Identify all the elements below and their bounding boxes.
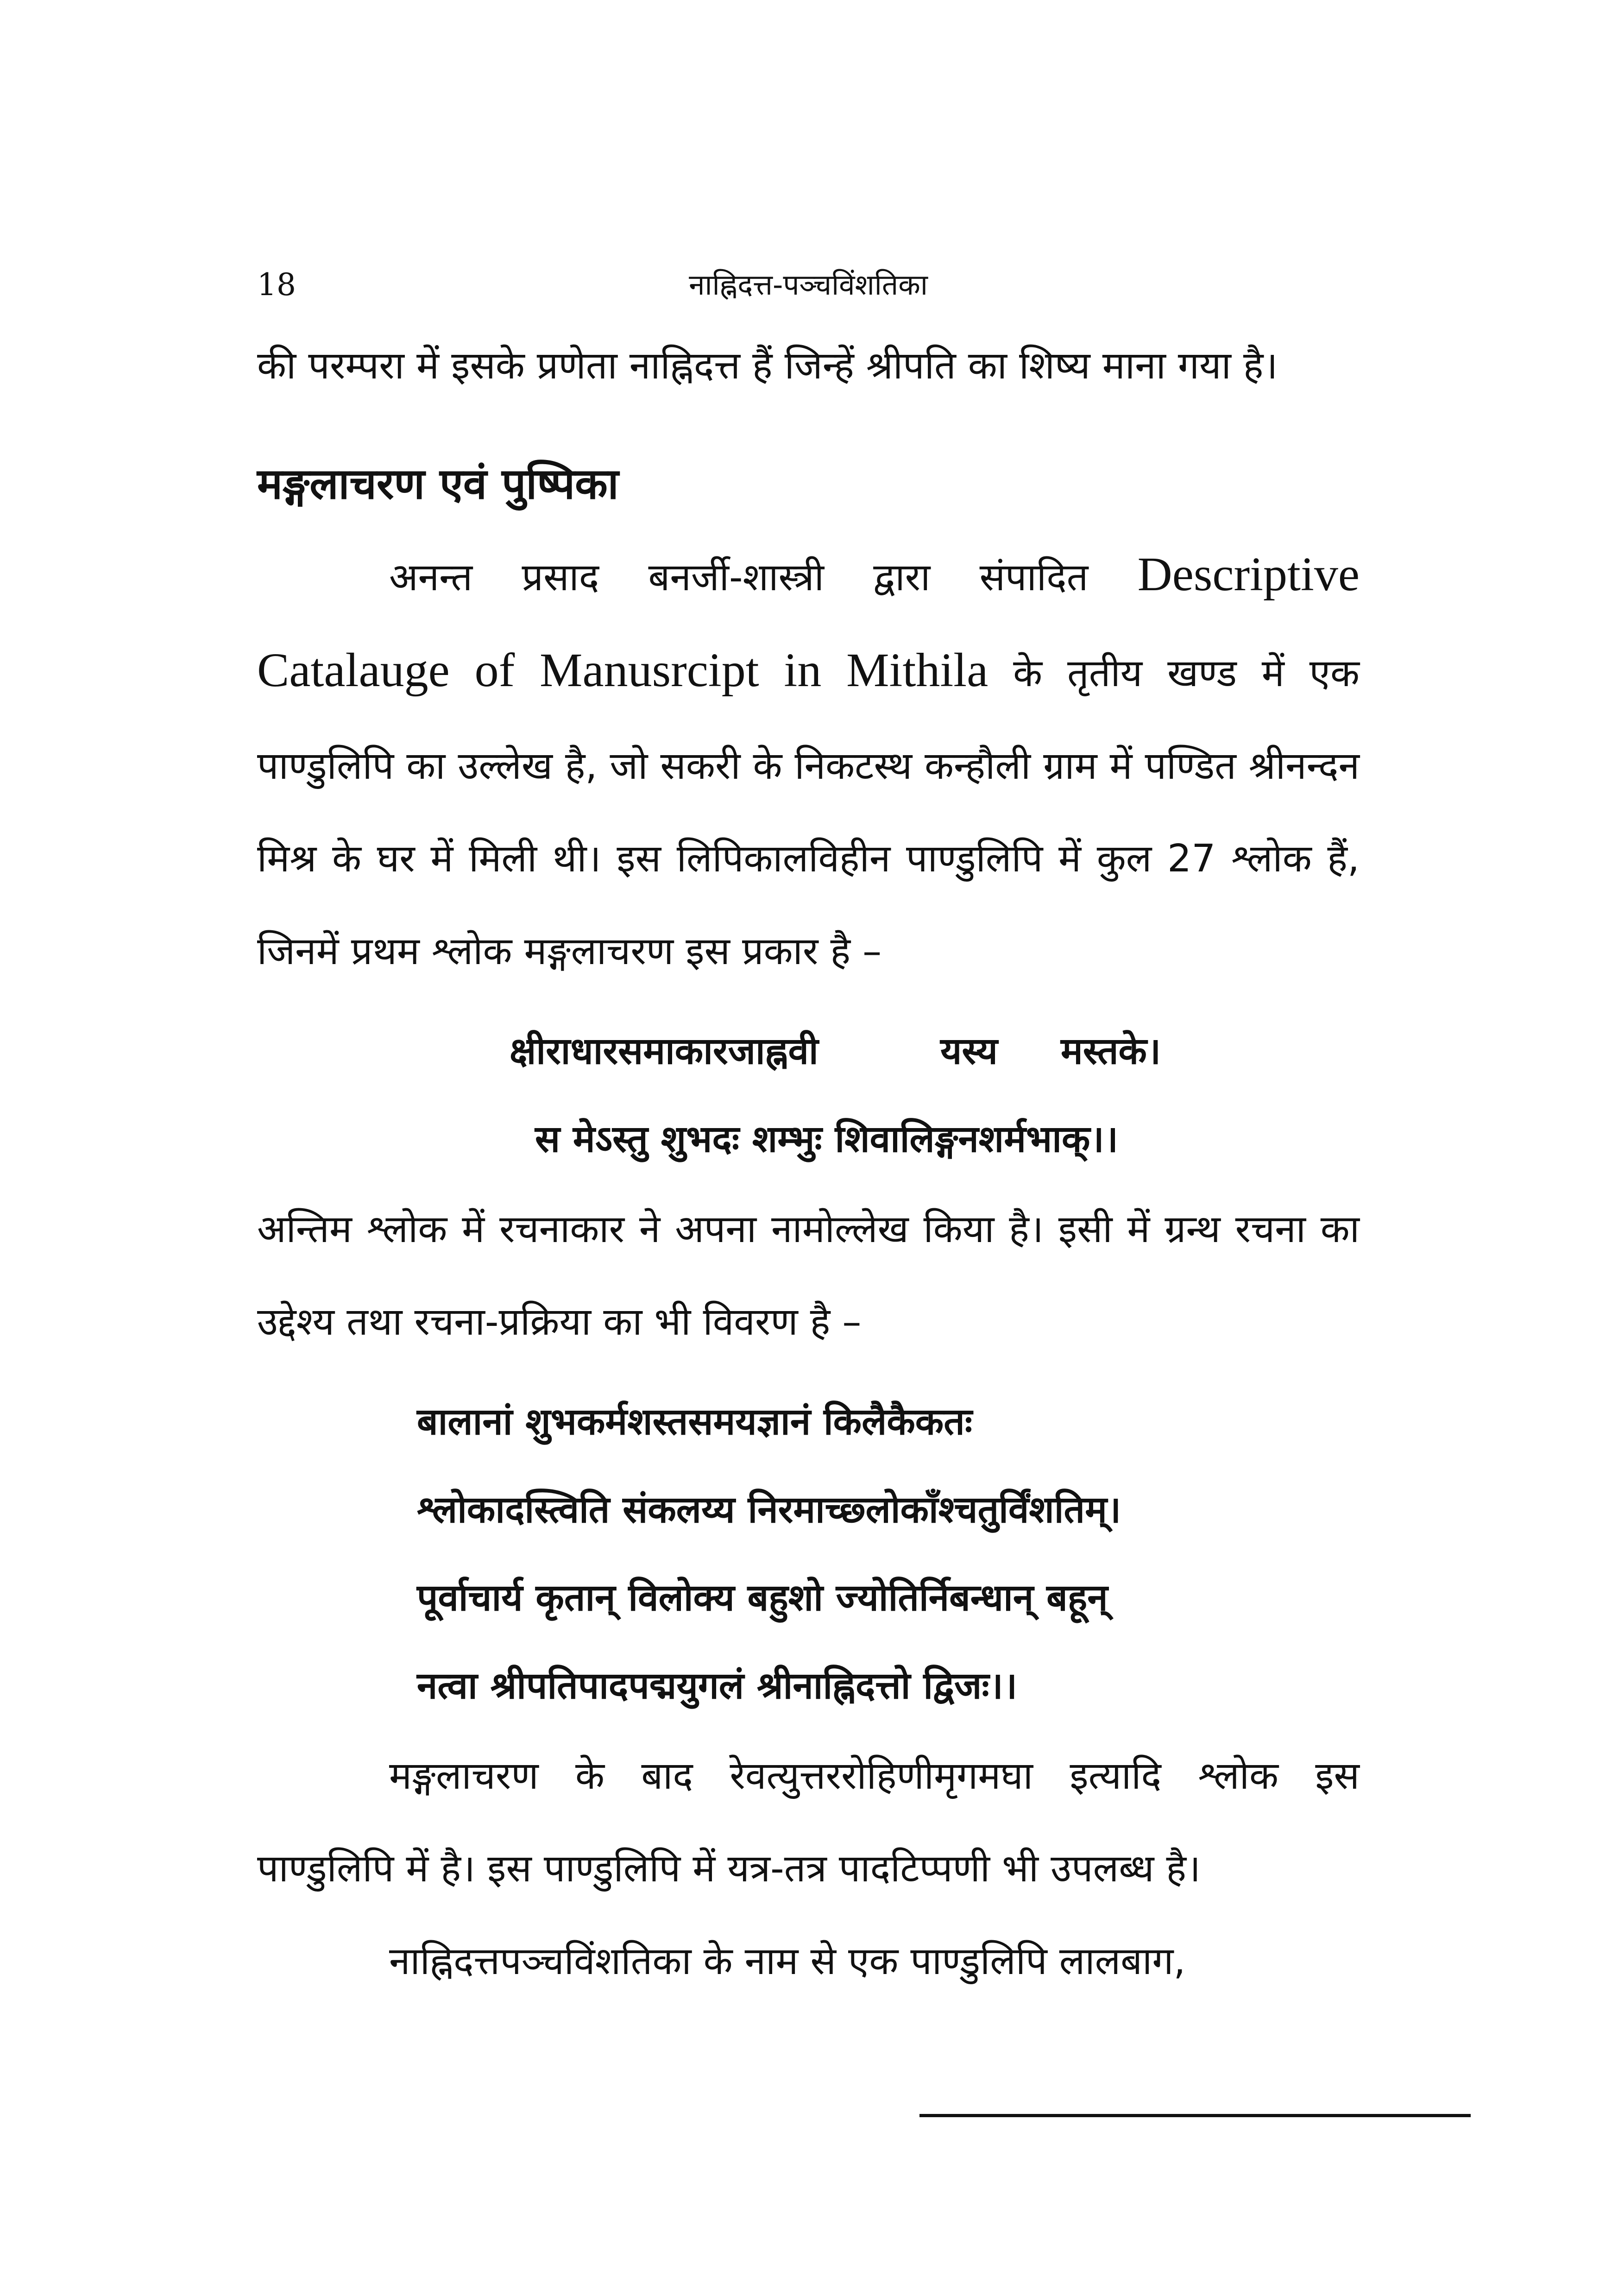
verse-1-word-3: मस्तके। <box>1061 1029 1161 1072</box>
verse-1-word-2: यस्य <box>940 1029 998 1072</box>
paragraph-manuscript-description <box>257 528 1360 998</box>
body-text <box>257 320 1360 2008</box>
footnote-rule <box>919 2114 1471 2117</box>
catalogue-title: Descriptive Catalauge of Manusrcipt in Mithila <box>257 548 1360 697</box>
verse-1-line-1 <box>257 1007 1360 1095</box>
running-title: नाह्निदत्त-पञ्चविंशतिका <box>689 268 928 302</box>
verse-2-line-1: बालानां शुभकर्मशस्तसमयज्ञानं किलैकैकतः <box>417 1400 972 1443</box>
section-heading: मङ्गलाचरण एवं पुष्पिका <box>257 459 619 509</box>
paragraph-final-verse-intro: अन्तिम श्लोक में रचनाकार ने अपना नामोल्लेख किया है। इसी में ग्रन्थ रचना का उद्देश्य तथा रचना-प्रक्रिया का भी विवरण है – <box>257 1207 1360 1344</box>
paragraph-manuscript-description-end: के तृतीय खण्ड में एक पाण्डुलिपि का उल्लेख है, जो सकरी के निकटस्थ कन्हौली ग्राम में पण्डित श्रीनन्दन मिश्र के घर में मिली थी। इस लिपिकालविहीन पाण्डुलिपि में कुल 27 श्लोक हैं, जिनमें प्रथम श्लोक मङ्गलाचरण इस प्रकार है – <box>257 651 1360 973</box>
verse-1-line-2: स मेऽस्तु शुभदः शम्भुः शिवालिङ्गनशर्मभाक्।। <box>535 1117 1119 1161</box>
paragraph-lalbagh-manuscript: नाह्निदत्तपञ्चविंशतिका के नाम से एक पाण्डुलिपि लालबाग, <box>389 1939 1186 1983</box>
verse-2-line-2: श्लोकादस्त्विति संकलय्य निरमाच्छ्लोकाँश्चतुर्विंशतिम्। <box>417 1488 1121 1531</box>
paragraph-continuation: की परम्परा में इसके प्रणेता नाह्निदत्त हैं जिन्हें श्रीपति का शिष्य माना गया है। <box>257 344 1278 388</box>
page-number: 18 <box>257 267 296 303</box>
running-header <box>257 264 1360 306</box>
paragraph-manuscript-description-start: अनन्त प्रसाद बनर्जी-शास्त्री द्वारा संपादित <box>389 555 1138 599</box>
verse-1-word-1: क्षीराधारसमाकारजाह्नवी <box>510 1029 818 1072</box>
verse-2-line-4: नत्वा श्रीपतिपादपद्मयुगलं श्रीनाह्निदत्तो द्विजः।। <box>417 1664 1018 1707</box>
verse-2-line-3: पूर्वाचार्य कृतान् विलोक्य बहुशो ज्योतिर्निबन्धान् बहून् <box>417 1576 1108 1619</box>
paragraph-after-mangalacharan: मङ्गलाचरण के बाद रेवत्युत्तररोहिणीमृगमघा इत्यादि श्लोक इस पाण्डुलिपि में है। इस पाण्डुलिपि में यत्र-तत्र पादटिप्पणी भी उपलब्ध है। <box>257 1754 1360 1891</box>
